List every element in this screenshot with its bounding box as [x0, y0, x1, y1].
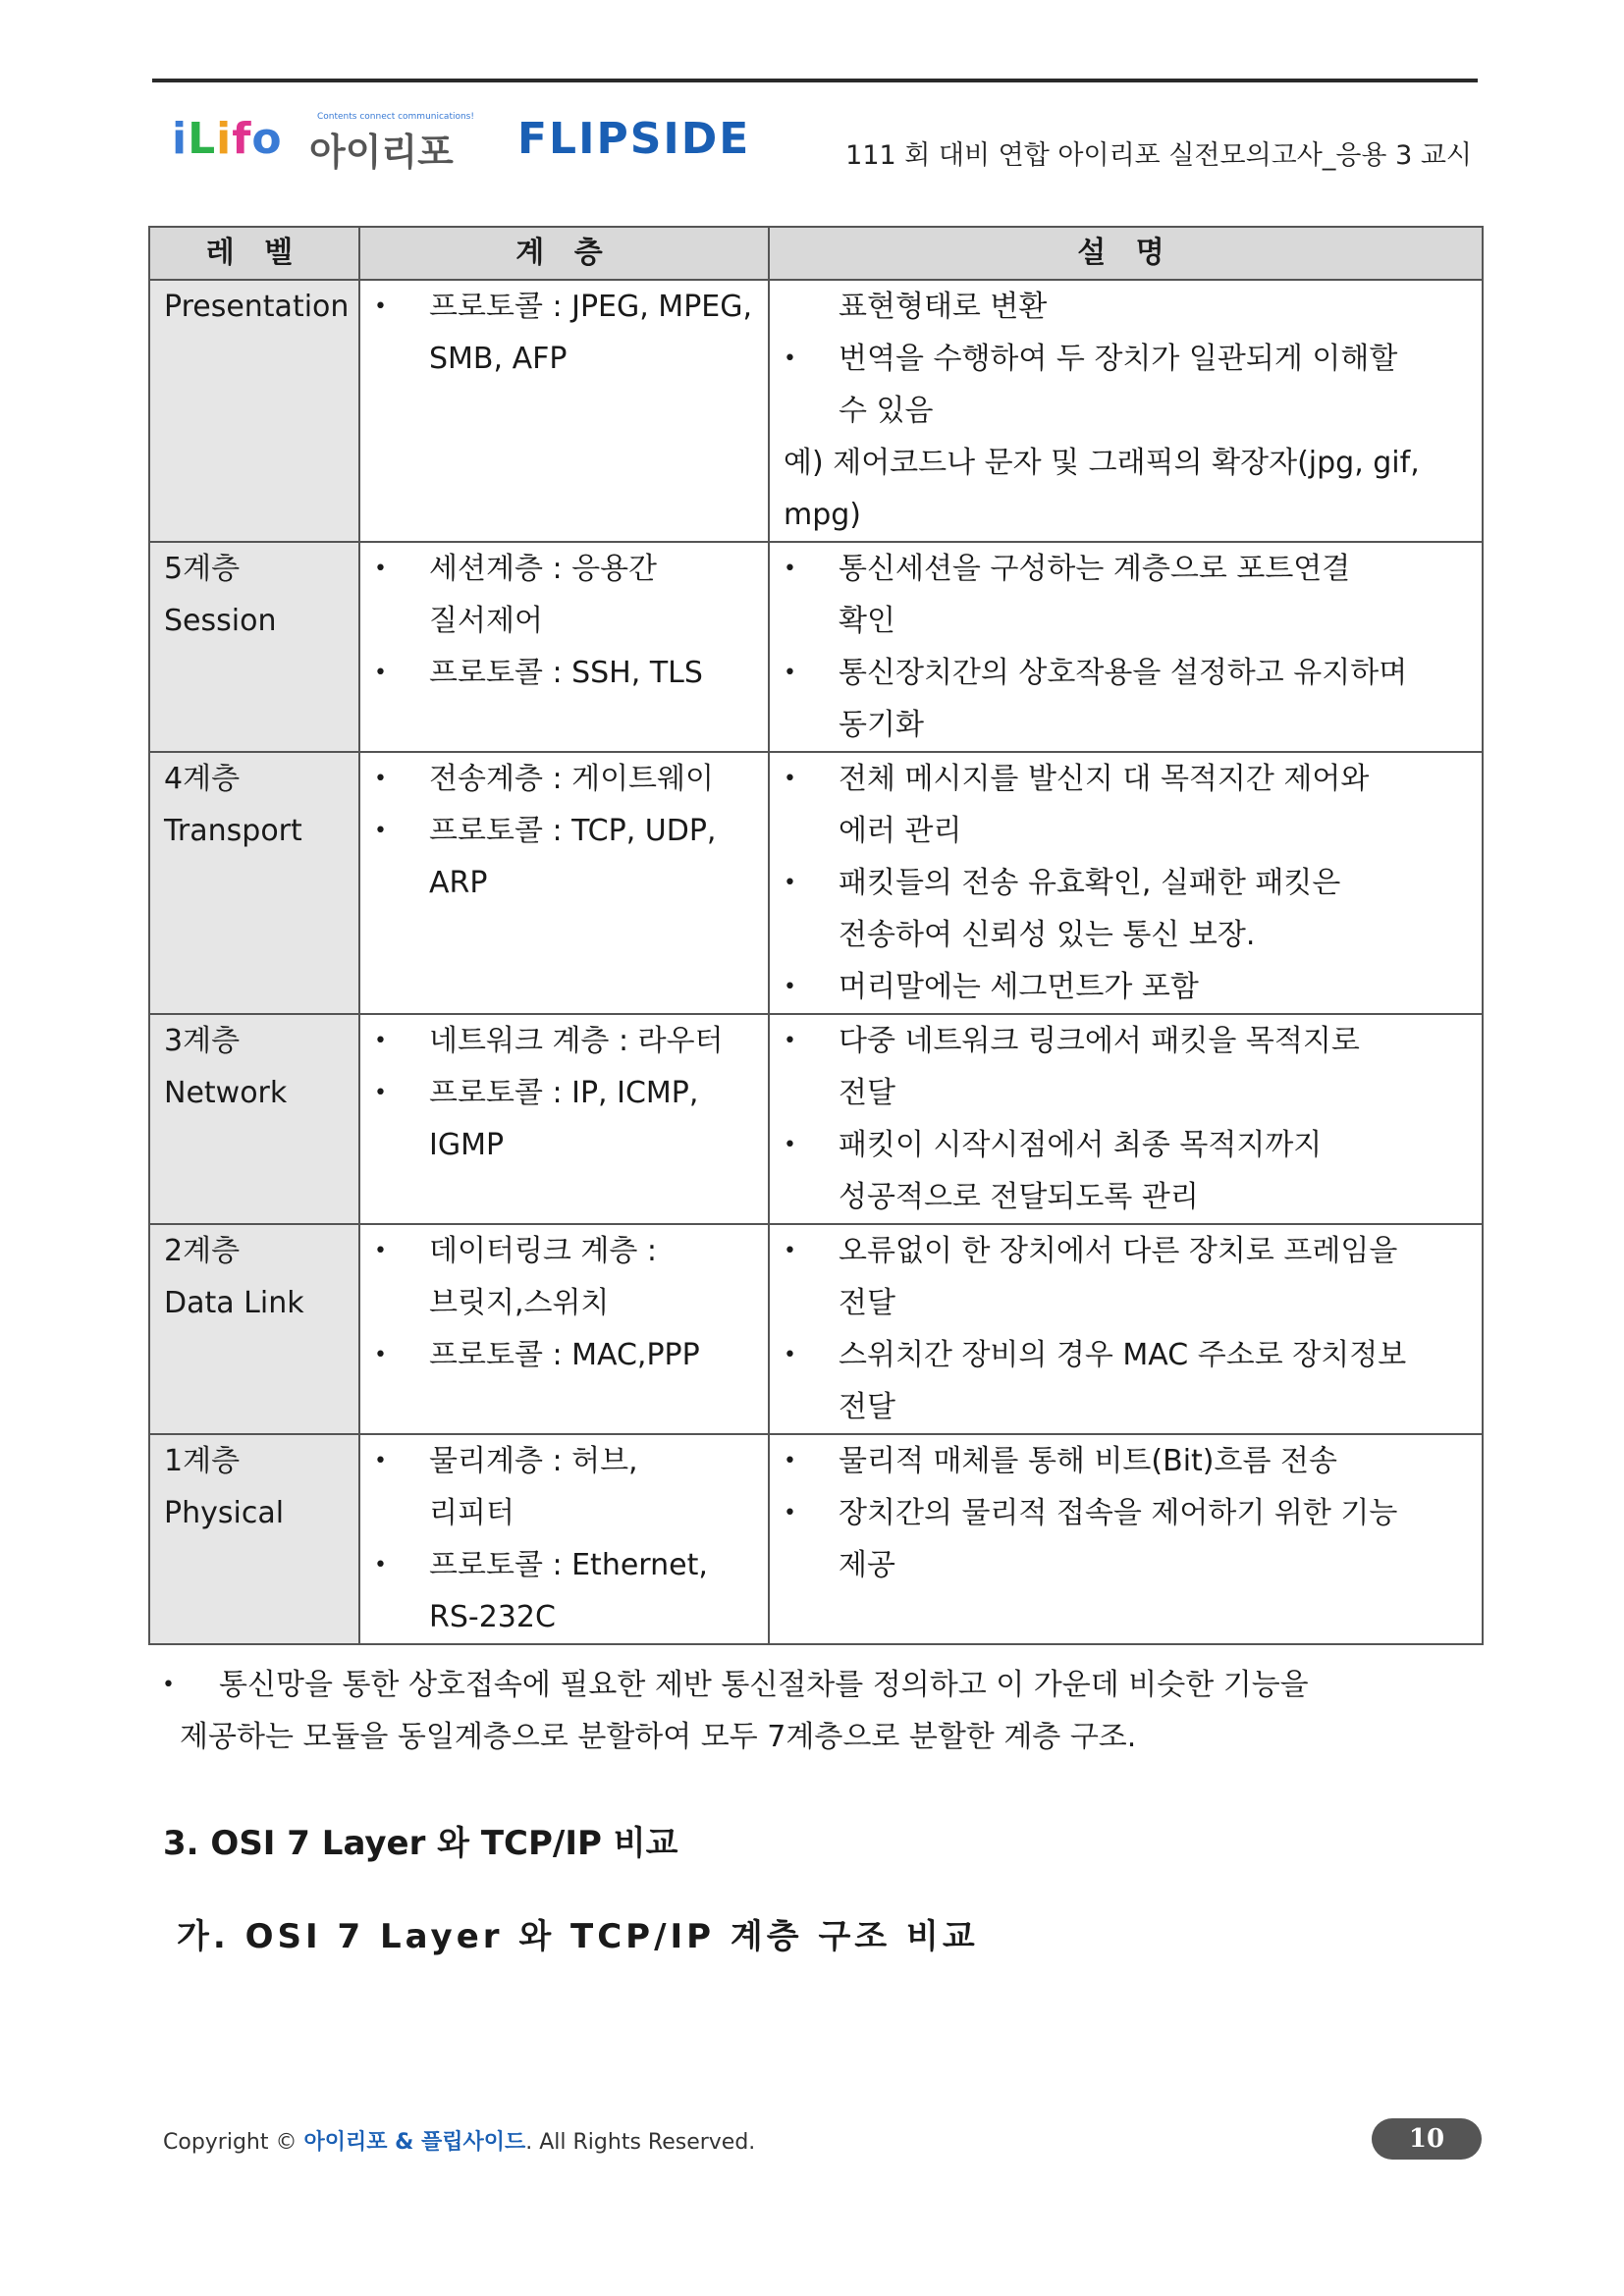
- bullet-item: • 세션계층 : 응용간: [374, 543, 760, 595]
- bullet-item: • 패킷이 시작시점에서 최종 목적지까지: [784, 1119, 1468, 1171]
- text-line: 전달: [839, 1286, 895, 1320]
- ilifo-logo: iLifo: [172, 114, 283, 164]
- table-row: [149, 752, 1483, 1014]
- layer-cell: [359, 1014, 769, 1224]
- header-level: 레 벨: [149, 227, 359, 280]
- page-header-title: 111 회 대비 연합 아이리포 실전모의고사_응용 3 교시: [845, 140, 1472, 171]
- level-cell: [149, 280, 359, 542]
- osi-summary-note: [162, 1659, 1468, 1763]
- text-line: 제공: [839, 1548, 895, 1582]
- text-line: 확인: [839, 604, 895, 638]
- description-cell: [769, 1224, 1483, 1434]
- text-line: 성공적으로 전달되도록 관리: [839, 1180, 1199, 1214]
- description-cell: [769, 280, 1483, 542]
- bullet-item: • 전체 메시지를 발신지 대 목적지간 제어와: [784, 753, 1468, 805]
- level-label: Physical: [164, 1496, 285, 1530]
- bullet-item: • 머리말에는 세그먼트가 포함: [784, 961, 1468, 1013]
- sub-heading: 가. OSI 7 Layer 와 TCP/IP 계층 구조 비교: [177, 1917, 979, 1956]
- description-cell: [769, 542, 1483, 752]
- copyright-brand: 아이리포 & 플립사이드: [303, 2130, 526, 2155]
- bullet-item: • 물리계층 : 허브,: [374, 1435, 760, 1487]
- bullet-item: • 번역을 수행하여 두 장치가 일관되게 이해할: [784, 333, 1468, 385]
- table-body: [149, 280, 1483, 1644]
- level-label: Transport: [164, 814, 302, 848]
- bullet-list: [374, 543, 760, 699]
- table-row: [149, 1014, 1483, 1224]
- bullet-list: [784, 1225, 1468, 1433]
- bullet-item: • 프로토콜 : IP, ICMP,: [374, 1067, 760, 1119]
- text-line: mpg): [784, 498, 862, 532]
- section-heading: 3. OSI 7 Layer 와 TCP/IP 비교: [163, 1824, 678, 1863]
- bullet-list: [374, 1435, 760, 1643]
- level-label: Data Link: [164, 1286, 304, 1320]
- text-line: 수 있음: [839, 394, 934, 428]
- bullet-item: • 전송계층 : 게이트웨이: [374, 753, 760, 805]
- bullet-item: • 통신장치간의 상호작용을 설정하고 유지하며: [784, 647, 1468, 699]
- header-layer: 계 층: [359, 227, 769, 280]
- text-line: 전달: [839, 1076, 895, 1110]
- note-line-1: 통신망을 통한 상호접속에 필요한 제반 통신절차를 정의하고 이 가운데 비슷한 기능을: [219, 1668, 1309, 1702]
- level-cell: [149, 1224, 359, 1434]
- page-number-badge: 10: [1372, 2118, 1482, 2160]
- ilifo-korean-logo: 아이리포: [309, 131, 454, 174]
- text-line: 질서제어: [429, 604, 543, 638]
- level-cell: [149, 1014, 359, 1224]
- bullet-item: • 프로토콜 : TCP, UDP,: [374, 805, 760, 857]
- bullet-list: [374, 1225, 760, 1381]
- text-line: 전달: [839, 1390, 895, 1424]
- layer-cell: [359, 542, 769, 752]
- layer-cell: [359, 752, 769, 1014]
- level-cell: [149, 1434, 359, 1644]
- text-line: ARP: [429, 866, 488, 900]
- table-row: [149, 280, 1483, 542]
- bullet-item: • 프로토콜 : Ethernet,: [374, 1539, 760, 1591]
- bullet-item: • 프로토콜 : SSH, TLS: [374, 647, 760, 699]
- text-line: SMB, AFP: [429, 342, 568, 376]
- bullet-list: [374, 281, 760, 385]
- header-description: 설 명: [769, 227, 1483, 280]
- bullet-item: • 장치간의 물리적 접속을 제어하기 위한 기능: [784, 1487, 1468, 1539]
- text-line: 전송하여 신뢰성 있는 통신 보장.: [839, 918, 1256, 952]
- page-header: [152, 110, 1478, 174]
- description-cell: [769, 1434, 1483, 1644]
- level-label: Presentation: [164, 290, 350, 324]
- text-line: 표현형태로 변환: [839, 290, 1048, 324]
- text-line: 브릿지,스위치: [429, 1286, 610, 1320]
- layer-cell: [359, 1434, 769, 1644]
- bullet-item: • 다중 네트워크 링크에서 패킷을 목적지로: [784, 1015, 1468, 1067]
- level-cell: [149, 752, 359, 1014]
- bullet-item: • 패킷들의 전송 유효확인, 실패한 패킷은: [784, 857, 1468, 909]
- bullet-item: • 통신세션을 구성하는 계층으로 포트연결: [784, 543, 1468, 595]
- logo-tagline: Contents connect communications!: [317, 112, 474, 122]
- bullet-list: [784, 281, 1468, 541]
- text-line: 동기화: [839, 708, 924, 742]
- table-row: [149, 1224, 1483, 1434]
- text-line: IGMP: [429, 1128, 505, 1162]
- bullet-item: • 오류없이 한 장치에서 다른 장치로 프레임을: [784, 1225, 1468, 1277]
- level-label: 2계층: [164, 1234, 241, 1268]
- flipside-logo: FLIPSIDE: [517, 114, 751, 164]
- osi-layer-table: [148, 226, 1484, 1645]
- bullet-list: [374, 753, 760, 909]
- level-label: Network: [164, 1076, 288, 1110]
- level-label: 5계층: [164, 552, 241, 586]
- bullet-icon: •: [162, 1673, 175, 1697]
- bullet-list: [784, 753, 1468, 1013]
- bullet-item: • 네트워크 계층 : 라우터: [374, 1015, 760, 1067]
- copyright-prefix: Copyright ©: [163, 2130, 304, 2155]
- description-cell: [769, 752, 1483, 1014]
- header-rule: [152, 79, 1478, 82]
- table-header-row: [149, 227, 1483, 280]
- copyright-suffix: . All Rights Reserved.: [525, 2130, 756, 2155]
- copyright-footer: [163, 2125, 755, 2156]
- bullet-item: • 물리적 매체를 통해 비트(Bit)흐름 전송: [784, 1435, 1468, 1487]
- level-cell: [149, 542, 359, 752]
- table-row: [149, 542, 1483, 752]
- bullet-list: [374, 1015, 760, 1171]
- bullet-item: • 프로토콜 : MAC,PPP: [374, 1329, 760, 1381]
- text-line: 리피터: [429, 1496, 514, 1530]
- text-line: 예) 제어코드나 문자 및 그래픽의 확장자(jpg, gif,: [784, 446, 1420, 480]
- level-label: 1계층: [164, 1444, 241, 1478]
- bullet-item: • 프로토콜 : JPEG, MPEG,: [374, 281, 760, 333]
- bullet-list: [784, 543, 1468, 751]
- layer-cell: [359, 1224, 769, 1434]
- text-line: RS-232C: [429, 1600, 556, 1634]
- level-label: Session: [164, 604, 277, 638]
- level-label: 3계층: [164, 1024, 241, 1058]
- bullet-list: [784, 1435, 1468, 1591]
- table-row: [149, 1434, 1483, 1644]
- note-line-2: 제공하는 모듈을 동일계층으로 분할하여 모두 7계층으로 분할한 계층 구조.: [180, 1720, 1137, 1754]
- bullet-item: • 스위치간 장비의 경우 MAC 주소로 장치정보: [784, 1329, 1468, 1381]
- description-cell: [769, 1014, 1483, 1224]
- layer-cell: [359, 280, 769, 542]
- bullet-list: [784, 1015, 1468, 1223]
- bullet-item: • 데이터링크 계층 :: [374, 1225, 760, 1277]
- text-line: 에러 관리: [839, 814, 962, 848]
- level-label: 4계층: [164, 762, 241, 796]
